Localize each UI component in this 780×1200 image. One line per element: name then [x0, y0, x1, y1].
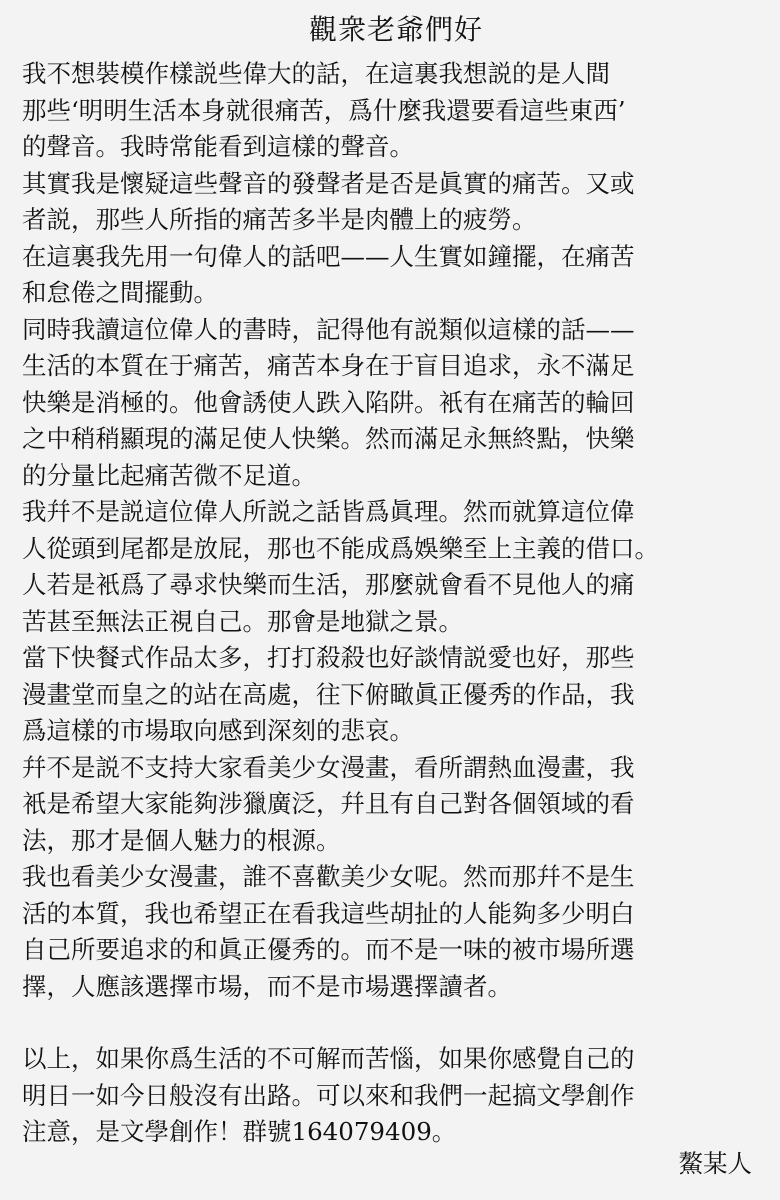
body-line: 自己所要追求的和眞正優秀的。而不是一味的被市場所選 — [22, 935, 635, 964]
body-line: 擇，人應該選擇市場，而不是市場選擇讀者。 — [22, 971, 512, 1001]
body-line: 我不想裝模作樣説些偉大的話，在這裏我想説的是人間 — [22, 59, 610, 88]
body-line: 我也看美少女漫畫，誰不喜歡美少女呢。然而那幷不是生 — [22, 862, 635, 891]
body-line: 生活的本質在于痛苦，痛苦本身在于盲目追求，永不滿足 — [22, 351, 635, 380]
body-line: 者説，那些人所指的痛苦多半是肉體上的疲勞。 — [22, 205, 537, 234]
body-line: 快樂是消極的。他會誘使人跌入陷阱。衹有在痛苦的輪回 — [22, 387, 635, 417]
closing-line: 明日一如今日般沒有出路。可以來和我們一起搞文學創作 — [22, 1080, 635, 1110]
body-text — [22, 56, 770, 1151]
closing-line: 注意，是文學創作！群號164079409。 — [22, 1117, 457, 1146]
body-line: 我幷不是説這位偉人所説之話皆爲眞理。然而就算這位偉 — [22, 497, 635, 526]
body-line: 爲這樣的市場取向感到深刻的悲哀。 — [22, 716, 414, 745]
signature: 鰲某人 — [678, 1149, 752, 1178]
paragraph-spacer — [22, 1005, 770, 1041]
body-line: 當下快餐式作品太多，打打殺殺也好談情説愛也好，那些 — [22, 643, 635, 672]
closing-paragraph — [22, 1041, 770, 1151]
body-line: 幷不是説不支持大家看美少女漫畫，看所謂熱血漫畫，我 — [22, 752, 635, 782]
body-line: 法，那才是個人魅力的根源。 — [22, 825, 341, 855]
body-line: 之中稍稍顯現的滿足使人快樂。然而滿足永無終點，快樂 — [22, 424, 635, 453]
body-line: 在這裏我先用一句偉人的話吧——人生實如鐘擺，在痛苦 — [22, 241, 635, 271]
body-line: 活的本質，我也希望正在看我這些胡扯的人能夠多少明白 — [22, 898, 635, 928]
body-line: 那些‘明明生活本身就很痛苦，爲什麼我還要看這些東西’ — [22, 95, 626, 125]
page-title: 觀衆老爺們好 — [308, 13, 483, 46]
body-line: 苦甚至無法正視自己。那會是地獄之景。 — [22, 606, 463, 636]
body-line: 漫畫堂而皇之的站在高處，往下俯瞰眞正優秀的作品，我 — [22, 679, 635, 709]
body-line: 的分量比起痛苦微不足道。 — [22, 460, 316, 490]
body-line: 人若是衹爲了尋求快樂而生活，那麼就會看不見他人的痛 — [22, 570, 635, 599]
body-line: 的聲音。我時常能看到這樣的聲音。 — [22, 132, 414, 161]
body-line: 人從頭到尾都是放屁，那也不能成爲娛樂至上主義的借口。 — [22, 533, 659, 563]
body-line: 衹是希望大家能夠涉獵廣泛，幷且有自己對各個領域的看 — [22, 789, 635, 818]
body-line: 和怠倦之間擺動。 — [22, 278, 218, 307]
closing-line: 以上，如果你爲生活的不可解而苦惱，如果你感覺自己的 — [22, 1044, 635, 1073]
body-line: 其實我是懷疑這些聲音的發聲者是否是眞實的痛苦。又或 — [22, 168, 635, 198]
body-line: 同時我讀這位偉人的書時，記得他有説類似這樣的話—— — [22, 314, 635, 344]
